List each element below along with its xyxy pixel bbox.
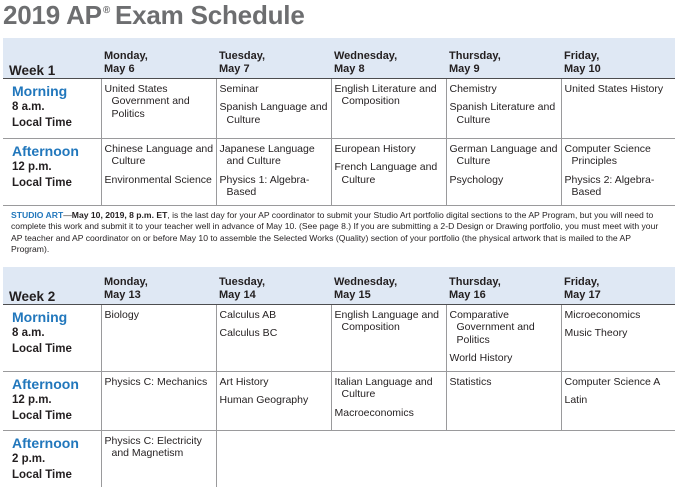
- exam-cell: [101, 304, 216, 371]
- day-date: May 17: [564, 288, 601, 301]
- slot-time: 12 p.m.: [12, 160, 52, 173]
- exam-item: Music Theory: [564, 327, 628, 339]
- studio-art-note: [11, 210, 671, 255]
- slot-label: Local Time: [12, 468, 72, 481]
- week1-schedule-table: [3, 38, 675, 206]
- empty-cell: [446, 430, 561, 487]
- exam-item: Physics C: Mechanics: [104, 375, 208, 388]
- slot-label: Local Time: [12, 409, 72, 422]
- exam-item: United States Government and Politics: [104, 82, 190, 120]
- exam-item: Physics 1: Algebra-Based: [219, 173, 310, 198]
- exam-cell: [446, 138, 561, 205]
- week2-schedule-table: [3, 267, 675, 487]
- exam-cell: [561, 304, 675, 371]
- exam-item: Human Geography: [219, 394, 309, 406]
- exam-item: Physics 2: Algebra-Based: [564, 173, 655, 198]
- week1-day-friday: [561, 38, 675, 78]
- exam-item: Japanese Language and Culture: [219, 142, 315, 167]
- exam-item: English Literature and Composition: [334, 82, 437, 107]
- day-name: Friday,: [564, 49, 600, 62]
- slot-time: 12 p.m.: [12, 393, 52, 406]
- week2-day-wednesday: [331, 267, 446, 304]
- week2-afternoon-12pm-row: [3, 371, 675, 430]
- week1-day-tuesday: [216, 38, 331, 78]
- empty-cell: [331, 430, 446, 487]
- exam-item: Computer Science A: [564, 375, 661, 388]
- slot-cell: [3, 371, 101, 430]
- slot-cell: [3, 430, 101, 487]
- note-heading: STUDIO ART: [11, 210, 64, 220]
- exam-item: World History: [449, 352, 513, 364]
- slot-name: Afternoon: [12, 142, 79, 159]
- exam-cell: [216, 78, 331, 138]
- exam-item: Spanish Language and Culture: [219, 101, 328, 126]
- slot-cell: [3, 138, 101, 205]
- day-name: Monday,: [104, 49, 148, 62]
- exam-cell: [101, 371, 216, 430]
- day-date: May 8: [334, 62, 365, 75]
- week1-afternoon-row: [3, 138, 675, 205]
- slot-label: Local Time: [12, 176, 72, 189]
- exam-item: United States History: [564, 82, 664, 95]
- week2-morning-row: [3, 304, 675, 371]
- slot-time: 2 p.m.: [12, 452, 46, 465]
- empty-cell: [561, 430, 675, 487]
- week1-label: Week 1: [3, 38, 101, 78]
- day-date: May 15: [334, 288, 371, 301]
- exam-cell: [331, 78, 446, 138]
- note-dash: —: [63, 210, 72, 220]
- note-date: May 10, 2019, 8 p.m. ET: [71, 210, 168, 220]
- slot-cell: [3, 304, 101, 371]
- note-text: , is the last day for your AP coordinator to submit your Studio Art portfolio digital sections to the AP Program, but you will need to complete this work and submit it to your teacher well in advance of May 10. (See page 8.) If you are submitting a 2-D Design or Drawing portfolio, you must meet with your AP teacher and AP coordinator on or before May 10 to assemble the Selected Works (Quality) section of your portfolio (the physical artwork that is mailed to the AP Program).: [11, 210, 659, 254]
- week2-day-thursday: [446, 267, 561, 304]
- slot-cell: [3, 78, 101, 138]
- week2-afternoon-2pm-row: [3, 430, 675, 487]
- exam-item: Computer Science Principles: [564, 142, 651, 167]
- slot-label: Local Time: [12, 342, 72, 355]
- exam-cell: [101, 138, 216, 205]
- week2-header-row: [3, 267, 675, 304]
- exam-cell: [331, 304, 446, 371]
- week2-day-monday: [101, 267, 216, 304]
- day-name: Tuesday,: [219, 49, 266, 62]
- week1-day-wednesday: [331, 38, 446, 78]
- slot-label: Local Time: [12, 116, 72, 129]
- exam-cell: [331, 138, 446, 205]
- slot-name: Afternoon: [12, 375, 79, 392]
- title-rest: Exam Schedule: [115, 0, 305, 30]
- exam-cell: [216, 371, 331, 430]
- day-date: May 10: [564, 62, 601, 75]
- slot-time: 8 a.m.: [12, 100, 45, 113]
- empty-cell: [216, 430, 331, 487]
- exam-cell: [561, 138, 675, 205]
- day-name: Wednesday,: [334, 49, 398, 62]
- day-name: Tuesday,: [219, 275, 266, 288]
- exam-cell: [331, 371, 446, 430]
- day-date: May 6: [104, 62, 135, 75]
- exam-cell: [101, 430, 216, 487]
- day-date: May 7: [219, 62, 250, 75]
- exam-cell: [446, 304, 561, 371]
- exam-item: Spanish Literature and Culture: [449, 101, 556, 126]
- exam-item: Chemistry: [449, 82, 497, 95]
- day-name: Monday,: [104, 275, 148, 288]
- week2-label: Week 2: [3, 267, 101, 304]
- exam-item: Latin: [564, 394, 588, 406]
- week1-day-monday: [101, 38, 216, 78]
- exam-cell: [101, 78, 216, 138]
- registered-mark: ®: [102, 5, 110, 16]
- day-name: Friday,: [564, 275, 600, 288]
- exam-item: Microeconomics: [564, 308, 641, 321]
- day-date: May 16: [449, 288, 486, 301]
- exam-item: Macroeconomics: [334, 406, 414, 419]
- week1-header-row: [3, 38, 675, 78]
- exam-item: Calculus BC: [219, 327, 278, 339]
- exam-cell: [446, 371, 561, 430]
- exam-item: Statistics: [449, 375, 492, 388]
- slot-time: 8 a.m.: [12, 326, 45, 339]
- exam-cell: [561, 371, 675, 430]
- exam-item: Italian Language and Culture: [334, 375, 433, 400]
- exam-cell: [561, 78, 675, 138]
- exam-cell: [216, 138, 331, 205]
- exam-item: Environmental Science: [104, 173, 212, 186]
- day-name: Wednesday,: [334, 275, 398, 288]
- exam-item: Comparative Government and Politics: [449, 308, 535, 346]
- exam-item: Biology: [104, 308, 139, 321]
- exam-item: German Language and Culture: [449, 142, 558, 167]
- exam-item: French Language and Culture: [334, 161, 438, 186]
- exam-item: Art History: [219, 375, 269, 388]
- page-title: [3, 0, 305, 31]
- week2-day-friday: [561, 267, 675, 304]
- day-name: Thursday,: [449, 275, 501, 288]
- title-year: 2019 AP: [3, 0, 102, 30]
- exam-item: Seminar: [219, 82, 259, 95]
- slot-name: Afternoon: [12, 434, 79, 451]
- exam-item: Chinese Language and Culture: [104, 142, 214, 167]
- exam-cell: [446, 78, 561, 138]
- slot-name: Morning: [12, 82, 68, 99]
- week1-day-thursday: [446, 38, 561, 78]
- day-date: May 14: [219, 288, 256, 301]
- exam-item: English Language and Composition: [334, 308, 440, 333]
- slot-name: Morning: [12, 308, 68, 325]
- exam-item: Physics C: Electricity and Magnetism: [104, 434, 202, 459]
- week2-day-tuesday: [216, 267, 331, 304]
- day-date: May 13: [104, 288, 141, 301]
- week1-morning-row: [3, 78, 675, 138]
- exam-cell: [216, 304, 331, 371]
- exam-item: Psychology: [449, 173, 504, 186]
- day-name: Thursday,: [449, 49, 501, 62]
- exam-item: European History: [334, 142, 416, 155]
- exam-item: Calculus AB: [219, 308, 277, 321]
- day-date: May 9: [449, 62, 480, 75]
